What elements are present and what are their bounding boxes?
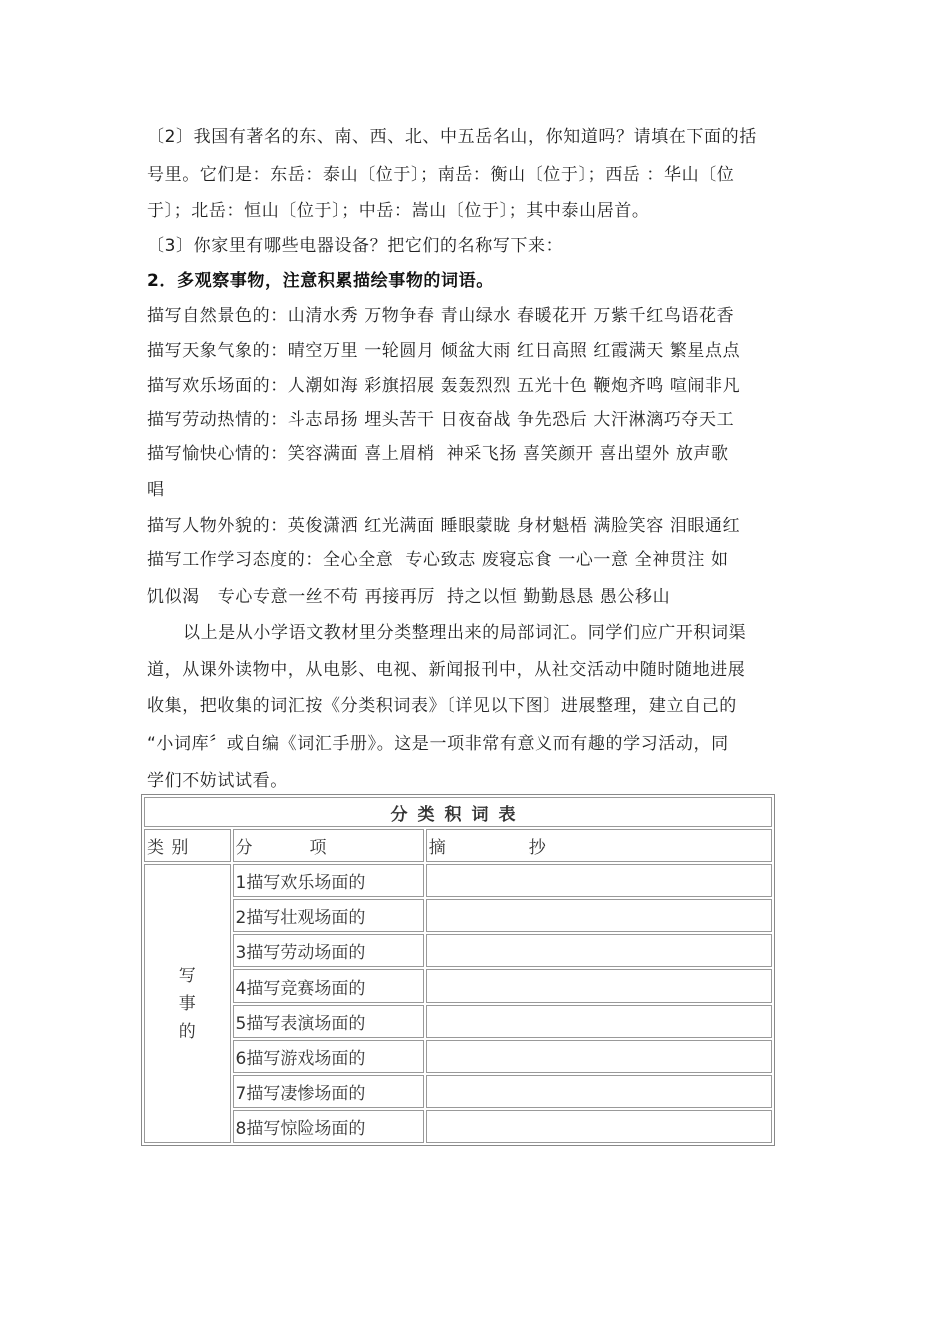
copy-cell [426, 1040, 772, 1073]
section-heading: 2．多观察事物，注意积累描绘事物的词语。 [147, 271, 494, 291]
item-cell: 6描写游戏场面的 [233, 1040, 424, 1073]
word-list-line: 描写欢乐场面的：人潮如海 彩旗招展 轰轰烈烈 五光十色 鞭炮齐鸣 喧闹非凡 [147, 376, 741, 396]
paragraph-line: 收集，把收集的词汇按《分类积词表》〔详见以下图〕进展整理，建立自己的 [147, 696, 737, 716]
category-char: 事 [178, 993, 196, 1014]
header-item-char1: 分 [235, 838, 254, 859]
header-copy-char1: 摘 [428, 838, 447, 859]
category-char: 的 [178, 1021, 196, 1042]
category-cell [144, 864, 231, 1143]
word-list-line: 饥似渴 专心专意一丝不苟 再接再厉 持之以恒 勤勤恳恳 愚公移山 [147, 587, 671, 607]
header-category: 类 别 [144, 829, 231, 862]
paragraph-line: 号里。它们是：东岳：泰山〔位于〕；南岳：衡山〔位于〕；西岳 ：华山〔位 [147, 165, 735, 185]
paragraph-line: 〔2〕我国有著名的东、南、西、北、中五岳名山，你知道吗？请填在下面的括 [147, 127, 757, 147]
word-list-line: 描写工作学习态度的：全心全意 专心致志 废寝忘食 一心一意 全神贯注 如 [147, 550, 729, 570]
vocabulary-table [141, 794, 775, 1146]
word-list-line: 唱 [147, 480, 165, 500]
table-row [144, 864, 772, 897]
paragraph-line: 于〕；北岳：恒山〔位于〕；中岳：嵩山〔位于〕；其中泰山居首。 [147, 201, 650, 221]
item-cell: 7描写凄惨场面的 [233, 1075, 424, 1108]
word-list-line: 描写愉快心情的：笑容满面 喜上眉梢 神采飞扬 喜笑颜开 喜出望外 放声歌 [147, 444, 729, 464]
paragraph-line: 〔3〕你家里有哪些电器设备？把它们的名称写下来： [147, 236, 564, 256]
table-row [144, 1075, 772, 1108]
table-header-row [144, 829, 772, 862]
copy-cell [426, 1075, 772, 1108]
paragraph-line: 以上是从小学语文教材里分类整理出来的局部词汇。同学们应广开积词渠 [183, 623, 747, 643]
header-copy-char2: 抄 [528, 838, 547, 859]
table-title: 分类积词表 [144, 797, 772, 827]
paragraph-line: 学们不妨试试看。 [147, 771, 288, 791]
header-item-char2: 项 [309, 838, 328, 859]
copy-cell [426, 1005, 772, 1038]
paragraph-line: 道，从课外读物中，从电影、电视、新闻报刊中，从社交活动中随时随地进展 [147, 660, 746, 680]
copy-cell [426, 864, 772, 897]
word-list-line: 描写劳动热情的：斗志昂扬 埋头苦干 日夜奋战 争先恐后 大汗淋漓巧夺天工 [147, 410, 735, 430]
copy-cell [426, 969, 772, 1002]
table-row [144, 1110, 772, 1143]
item-cell: 8描写惊险场面的 [233, 1110, 424, 1143]
header-copy [426, 829, 772, 862]
table-row [144, 899, 772, 932]
table-row [144, 1040, 772, 1073]
copy-cell [426, 899, 772, 932]
word-list-line: 描写人物外貌的：英俊潇洒 红光满面 睡眼蒙眬 身材魁梧 满脸笑容 泪眼通红 [147, 516, 741, 536]
item-cell: 1描写欢乐场面的 [233, 864, 424, 897]
word-list-line: 描写天象气象的：晴空万里 一轮圆月 倾盆大雨 红日高照 红霞满天 繁星点点 [147, 341, 741, 361]
table-row [144, 1005, 772, 1038]
word-list-line: 描写自然景色的：山清水秀 万物争春 青山绿水 春暖花开 万紫千红鸟语花香 [147, 306, 735, 326]
category-char: 写 [178, 965, 196, 986]
header-item [233, 829, 424, 862]
copy-cell [426, 934, 772, 967]
table-title-row [144, 797, 772, 827]
table-row [144, 934, 772, 967]
table-row [144, 969, 772, 1002]
item-cell: 5描写表演场面的 [233, 1005, 424, 1038]
item-cell: 2描写壮观场面的 [233, 899, 424, 932]
item-cell: 4描写竞赛场面的 [233, 969, 424, 1002]
copy-cell [426, 1110, 772, 1143]
paragraph-line: “小词库〞或自编《词汇手册》。这是一项非常有意义而有趣的学习活动，同 [147, 734, 729, 754]
item-cell: 3描写劳动场面的 [233, 934, 424, 967]
